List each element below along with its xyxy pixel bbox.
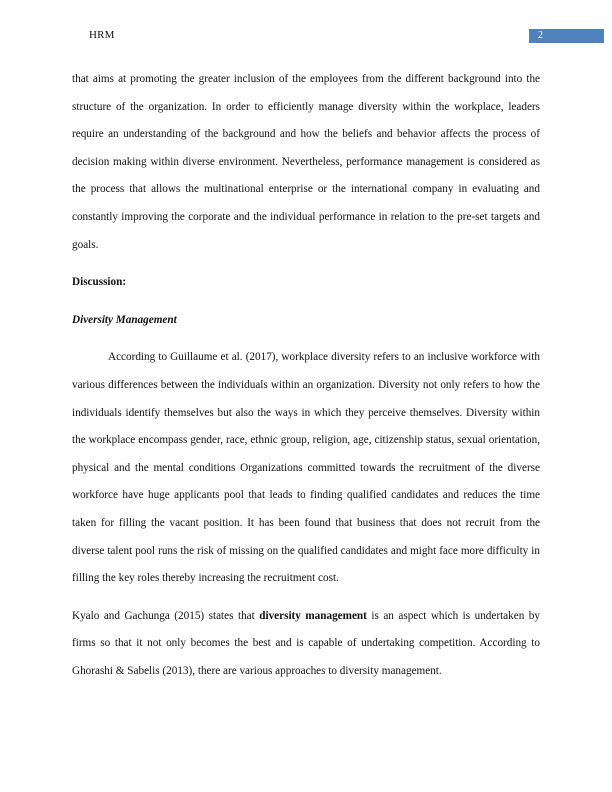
kyalo-text-after: is an aspect which is undertaken by firms so that it not only becomes the best and is capable of undertaking competition. According to Ghorashi & Sabelis (2013), there are various approaches to diversity management. bbox=[72, 609, 540, 677]
running-header-title: HRM bbox=[89, 29, 115, 41]
diversity-management-heading: Diversity Management bbox=[72, 313, 177, 326]
discussion-heading: Discussion: bbox=[72, 276, 127, 289]
diversity-management-term: diversity management bbox=[259, 609, 367, 622]
kyalo-paragraph bbox=[72, 603, 540, 686]
document-body bbox=[72, 66, 540, 685]
kyalo-text-before: Kyalo and Gachunga (2015) states that bbox=[72, 609, 260, 622]
diversity-paragraph: According to Guillaume et al. (2017), workplace diversity refers to an inclusive workforce with various differences between the individuals within an organization. Diversity not only refers to how the individuals identify themselves but also the ways in which they perceive themselves. Diversity within the workplace encompass gender, race, ethnic group, religion, age, citizenship status, sexual orientation, physical and the mental conditions Organizations committed towards the recruitment of the diverse workforce have huge applicants pool that leads to finding qualified candidates and reduces the time taken for filling the vacant position. It has been found that business that does not recruit from the diverse talent pool runs the risk of missing on the qualified candidates and might face more difficulty in filling the key roles thereby increasing the recruitment cost. bbox=[72, 351, 540, 585]
page-number-badge: 2 bbox=[529, 29, 604, 43]
intro-paragraph: that aims at promoting the greater inclusion of the employees from the different background into the structure of the organization. In order to efficiently manage diversity within the workplace, leaders require an understanding of the background and how the beliefs and behavior affects the process of decision making within diverse environment. Nevertheless, performance management is considered as the process that allows the multinational enterprise or the international company in evaluating and constantly improving the corporate and the individual performance in relation to the pre-set targets and goals. bbox=[72, 73, 540, 251]
